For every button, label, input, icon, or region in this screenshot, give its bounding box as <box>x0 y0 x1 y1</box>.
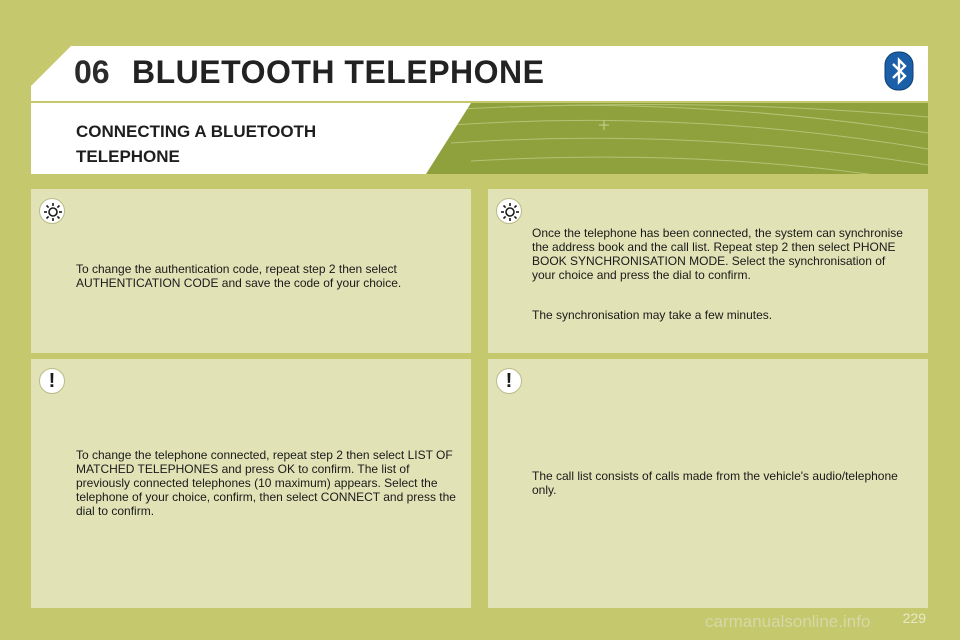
page-title: BLUETOOTH TELEPHONE <box>132 54 545 90</box>
bluetooth-icon <box>884 51 914 91</box>
chapter-number: 06 <box>74 54 110 90</box>
warning-text-call-list: The call list consists of calls made from the vehicle's audio/telephone only. <box>532 469 898 497</box>
header-fold-corner <box>31 46 71 86</box>
section-title: CONNECTING A BLUETOOTH TELEPHONE <box>76 122 317 166</box>
tip-text-synchronisation: Once the telephone has been connected, the system can synchronise the address book and the call list. Repeat step 2 then select PHONE BOOK SYNCHRONISATION MODE. Select the synchronisation of your choice and press the dial to confirm. <box>532 226 903 282</box>
tip-light-icon <box>496 198 522 224</box>
tip-text-authentication: To change the authentication code, repeat step 2 then select AUTHENTICATION CODE and save the code of your choice. <box>76 262 402 290</box>
watermark: carmanualsonline.info <box>705 612 871 631</box>
tip-text-synchronisation-time: The synchronisation may take a few minutes. <box>532 308 773 322</box>
warning-icon: ! <box>496 368 522 394</box>
page-number: 229 <box>902 610 926 626</box>
warning-icon: ! <box>39 368 65 394</box>
warning-text-change-telephone: To change the telephone connected, repeat step 2 then select LIST OF MATCHED TELEPHONES and press OK to confirm. The list of previously connected telephones (10 maximum) appears. Select the telephone of your choice, confirm, then select CONNECT and press the dial to confirm. <box>76 448 456 518</box>
tip-light-icon <box>39 198 65 224</box>
